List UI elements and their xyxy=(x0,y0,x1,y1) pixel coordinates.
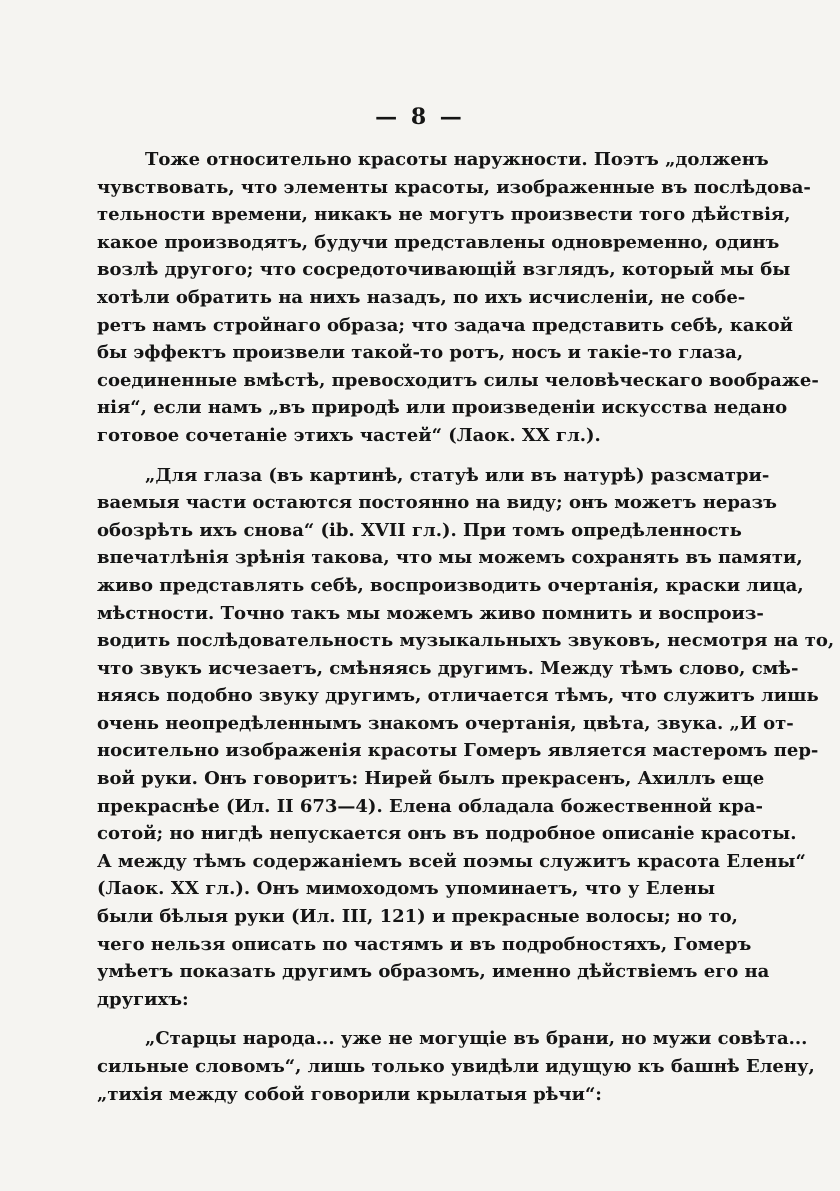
paragraph-gap xyxy=(97,1013,715,1025)
paragraph-2-line-10: очень неопредѣленнымъ знакомъ очертанія, цвѣта, звука. „И от- xyxy=(97,712,794,734)
paragraph-gap xyxy=(97,450,715,462)
paragraph-1-line-6: хотѣли обратить на нихъ назадъ, по ихъ исчисленіи, не собе- xyxy=(97,286,746,308)
paragraph-2-line-3: обозрѣть ихъ снова“ (ib. XVII гл.). При томъ опредѣленность xyxy=(97,519,742,541)
paragraph-1-line-8: бы эффектъ произвели такой-то ротъ, носъ и такіе-то глаза, xyxy=(97,342,744,364)
paragraph-1-line-10: нія“, если намъ „въ природѣ или произведеніи искусства недано xyxy=(97,397,788,419)
paragraph-2-line-7: водить послѣдовательность музыкальныхъ звуковъ, несмотря на то, xyxy=(97,630,835,652)
paragraph-1-line-5: возлѣ другого; что сосредоточивающій взглядъ, который мы бы xyxy=(97,259,791,281)
paragraph-2-line-12: вой руки. Онъ говоритъ: Нирей былъ прекрасенъ, Ахиллъ еще xyxy=(97,768,765,790)
paragraph-2-line-17: были бѣлыя руки (Ил. III, 121) и прекрасные волосы; но то, xyxy=(97,906,738,928)
paragraph-2-line-14: сотой; но нигдѣ непускается онъ въ подробное описаніе красоты. xyxy=(97,823,797,845)
paragraph-2-line-13: прекраснѣе (Ил. II 673—4). Елена обладала божественной кра- xyxy=(97,795,763,817)
paragraph-2-line-20: другихъ: xyxy=(97,988,189,1010)
paragraph-1-line-4: какое производятъ, будучи представлены одновременно, одинъ xyxy=(97,231,780,253)
paragraph-2-line-15: А между тѣмъ содержаніемъ всей поэмы служитъ красота Елены“ xyxy=(97,850,806,872)
paragraph-2-line-1: „Для глаза (въ картинѣ, статуѣ или въ натурѣ) разсматри- xyxy=(145,464,770,486)
paragraph-2-line-19: умѣетъ показать другимъ образомъ, именно дѣйствіемъ его на xyxy=(97,961,770,983)
body-text xyxy=(97,146,835,1108)
paragraph-2-line-18: чего нельзя описать по частямъ и въ подробностяхъ, Гомеръ xyxy=(97,933,752,955)
paragraph-2-line-9: няясь подобно звуку другимъ, отличается тѣмъ, что служитъ лишь xyxy=(97,685,819,707)
paragraph-2-line-16: (Лаок. XX гл.). Онъ мимоходомъ упоминаетъ, что у Елены xyxy=(97,878,715,900)
paragraph-2-line-5: живо представлять себѣ, воспроизводить очертанія, краски лица, xyxy=(97,574,804,596)
paragraph-1-line-9: соединенные вмѣстѣ, превосходитъ силы человѣческаго воображе- xyxy=(97,369,819,391)
paragraph-2-line-8: что звукъ исчезаетъ, смѣняясь другимъ. Между тѣмъ слово, смѣ- xyxy=(97,657,799,679)
paragraph-2-line-6: мѣстности. Точно такъ мы можемъ живо помнить и воспроиз- xyxy=(97,602,764,624)
paragraph-3-line-1: „Старцы народа... уже не могущіе въ брани, но мужи совѣта... xyxy=(145,1028,808,1050)
paragraph-2-line-11: носительно изображенія красоты Гомеръ является мастеромъ пер- xyxy=(97,740,819,762)
paragraph-1-line-7: ретъ намъ стройнаго образа; что задача представить себѣ, какой xyxy=(97,314,793,336)
paragraph-1-line-1: Тоже относительно красоты наружности. Поэтъ „долженъ xyxy=(145,149,769,170)
paragraph-1-line-11: готовое сочетаніе этихъ частей“ (Лаок. XX гл.). xyxy=(97,424,601,446)
paragraph-2-line-4: впечатлѣнія зрѣнія такова, что мы можемъ сохранять въ памяти, xyxy=(97,547,803,569)
paragraph-1-line-2: чувствовать, что элементы красоты, изображенные въ послѣдова- xyxy=(97,176,811,198)
paragraph-2-line-2: ваемыя части остаются постоянно на виду; онъ можетъ неразъ xyxy=(97,492,777,514)
paragraph-3-line-2: сильные словомъ“, лишь только увидѣли идущую къ башнѣ Елену, xyxy=(97,1056,815,1077)
page-number: — 8 — xyxy=(375,104,465,130)
paragraph-1-line-3: тельности времени, никакъ не могутъ произвести того дѣйствія, xyxy=(97,204,791,226)
paragraph-3-line-3: „тихія между собой говорили крылатыя рѣчи“: xyxy=(97,1083,602,1105)
